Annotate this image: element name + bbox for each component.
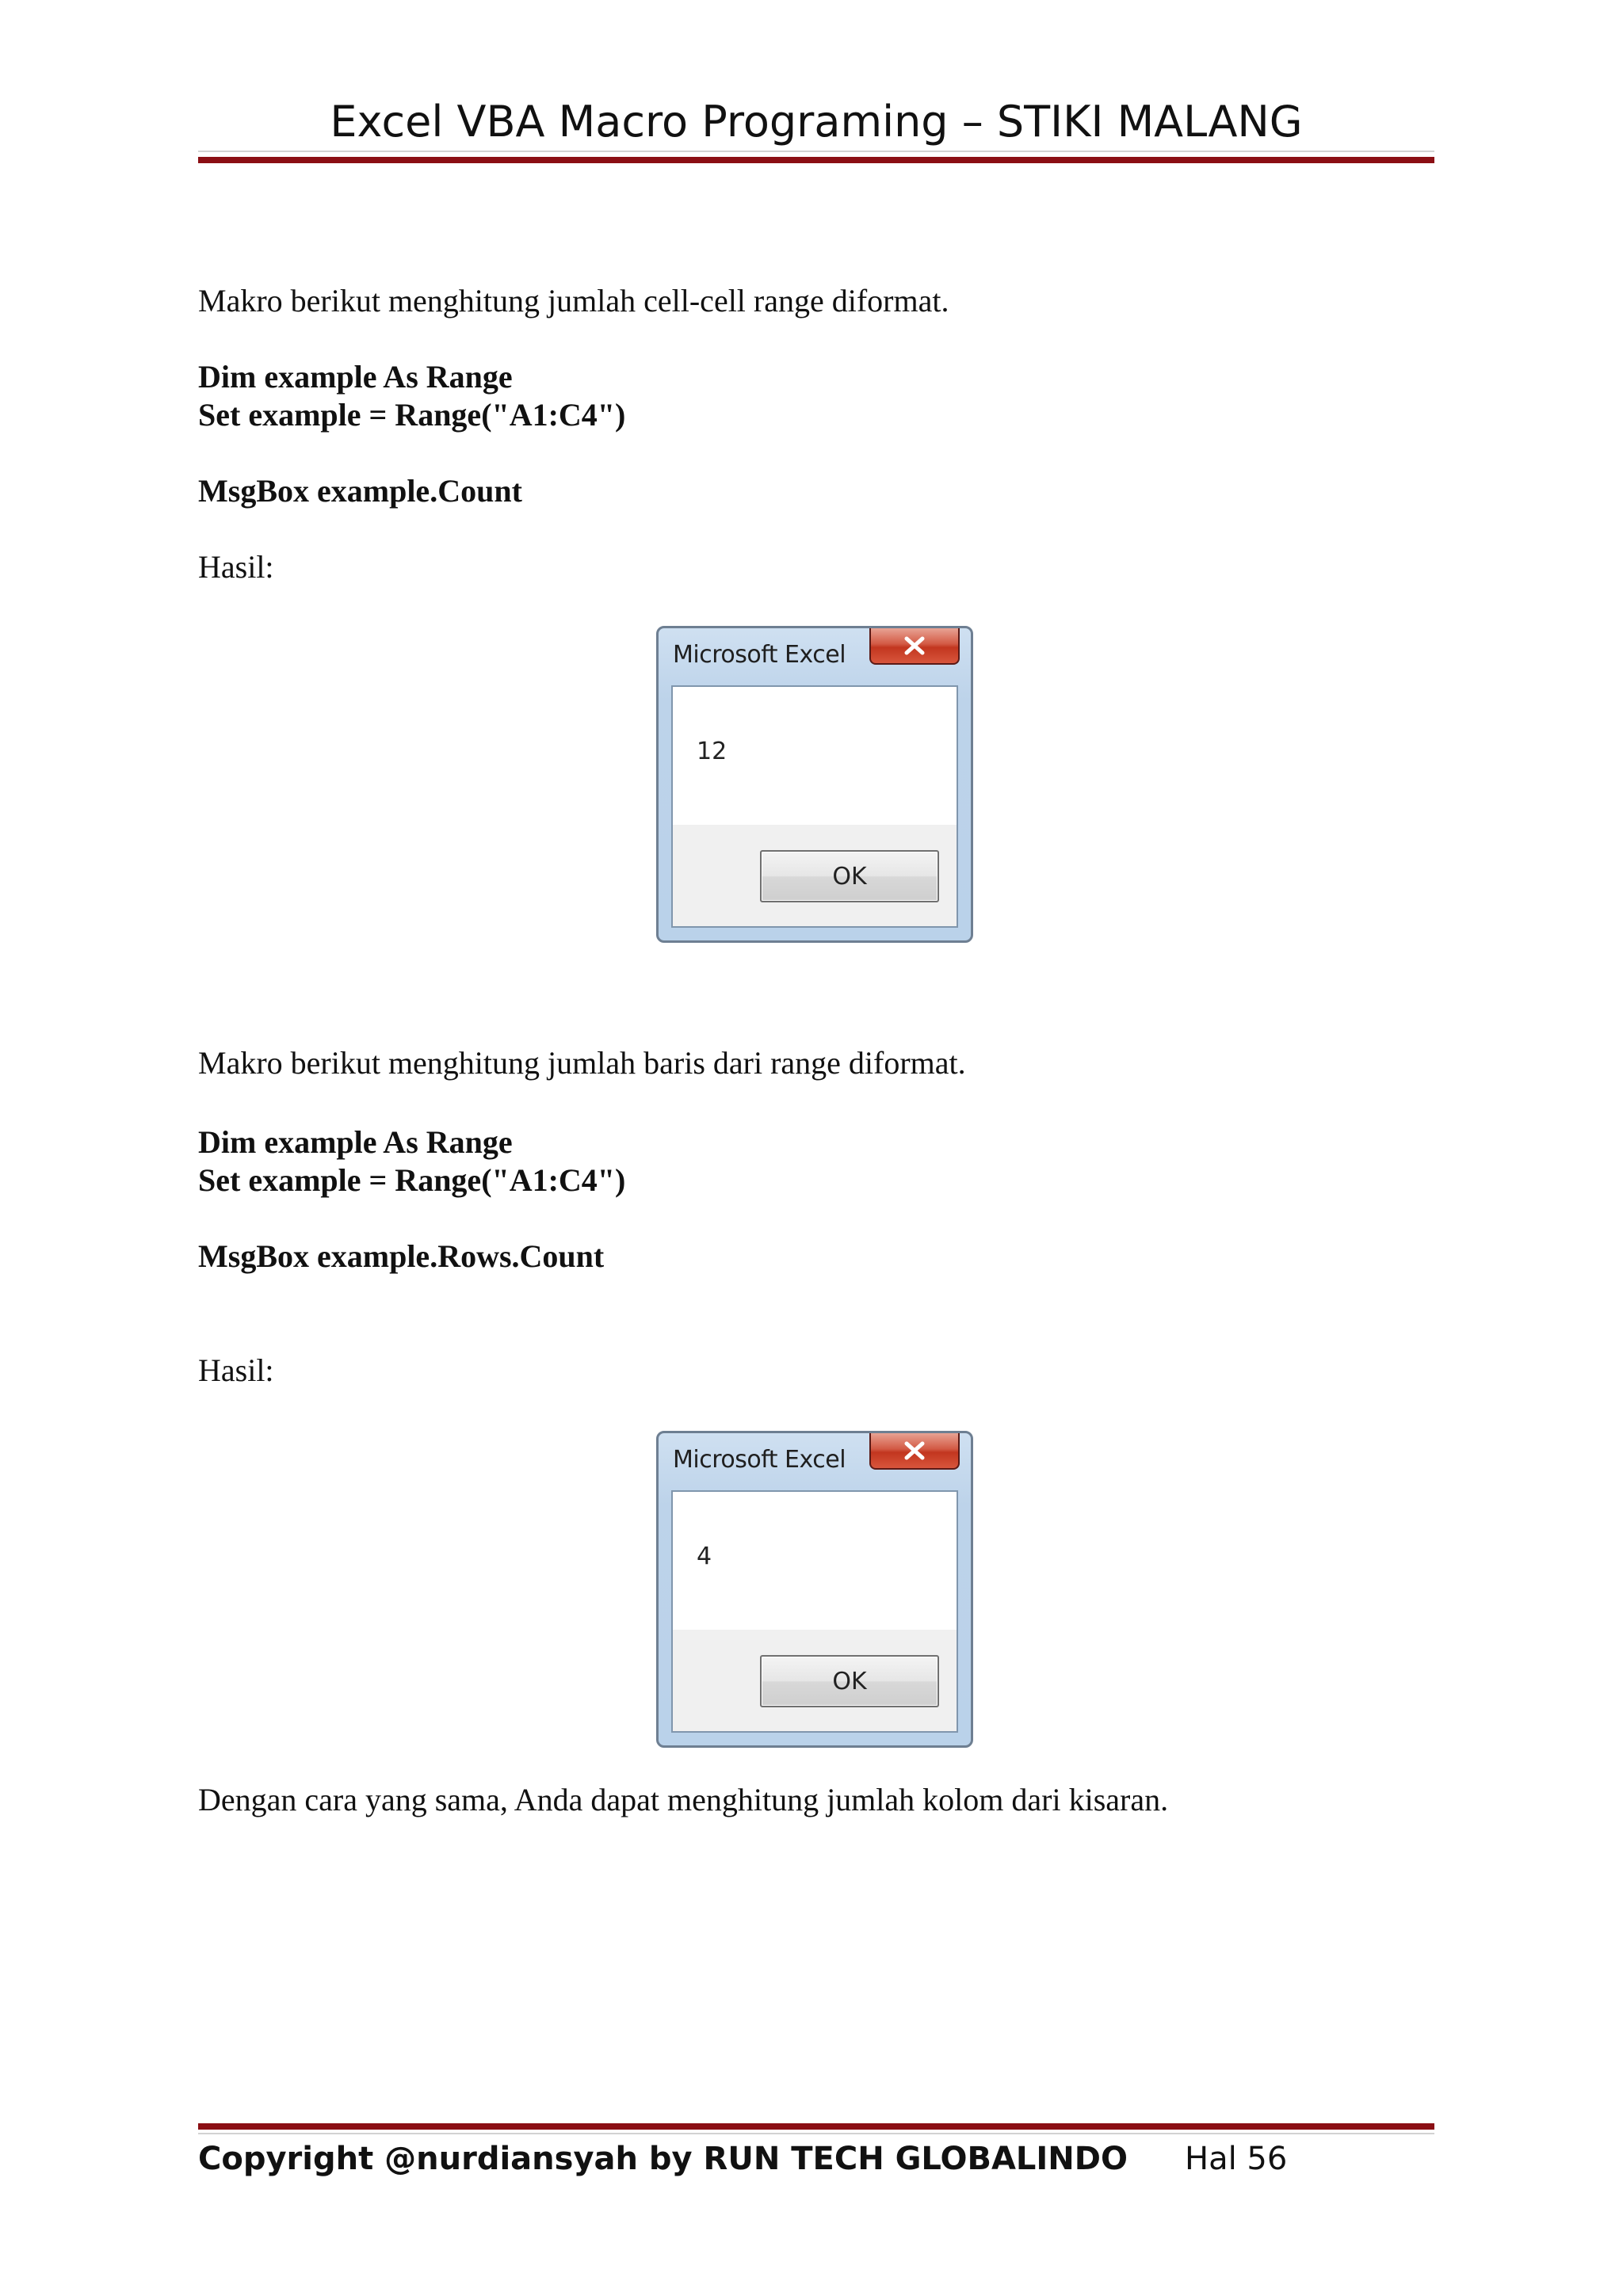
dialog-ok-button[interactable]: OK — [760, 1655, 939, 1707]
dialog-message: 4 — [697, 1543, 712, 1570]
closing-paragraph: Dengan cara yang sama, Anda dapat menghitung jumlah kolom dari kisaran. — [198, 1782, 1169, 1817]
dialog-message-area — [673, 687, 957, 825]
section2-result-label: Hasil: — [198, 1352, 274, 1388]
footer-rule-thick — [198, 2123, 1434, 2130]
dialog-client-area — [671, 1490, 958, 1733]
footer-page-number: Hal 56 — [1185, 2141, 1288, 2177]
dialog-title: Microsoft Excel — [673, 641, 846, 669]
dialog-ok-button[interactable]: OK — [760, 850, 939, 902]
section2-code-line1: Dim example As Range — [198, 1124, 513, 1160]
footer-copyright: Copyright @nurdiansyah by RUN TECH GLOBALINDO — [198, 2141, 1128, 2177]
section2-code-line3: MsgBox example.Rows.Count — [198, 1238, 605, 1274]
section1-code-line2: Set example = Range("A1:C4") — [198, 397, 626, 433]
dialog-title: Microsoft Excel — [673, 1446, 846, 1474]
close-icon — [903, 1441, 926, 1460]
dialog-message-area — [673, 1492, 957, 1630]
footer-rule-thin — [198, 2133, 1434, 2134]
section2-code-line2: Set example = Range("A1:C4") — [198, 1162, 626, 1198]
section1-intro: Makro berikut menghitung jumlah cell-cell range diformat. — [198, 283, 949, 318]
section1-code-line1: Dim example As Range — [198, 359, 513, 395]
dialog-close-button[interactable] — [869, 1433, 960, 1470]
header-rule-thin — [198, 151, 1434, 152]
msgbox-dialog-2 — [656, 1431, 973, 1748]
section1-result-label: Hasil: — [198, 549, 274, 585]
dialog-message: 12 — [697, 738, 727, 765]
dialog-close-button[interactable] — [869, 628, 960, 665]
header-rule-thick — [198, 157, 1434, 163]
dialog-client-area — [671, 685, 958, 928]
section2-intro: Makro berikut menghitung jumlah baris dari range diformat. — [198, 1045, 966, 1081]
msgbox-dialog-1 — [656, 626, 973, 943]
close-icon — [903, 636, 926, 655]
section1-code-line3: MsgBox example.Count — [198, 473, 522, 509]
page-header-title: Excel VBA Macro Programing – STIKI MALANG — [330, 97, 1303, 147]
